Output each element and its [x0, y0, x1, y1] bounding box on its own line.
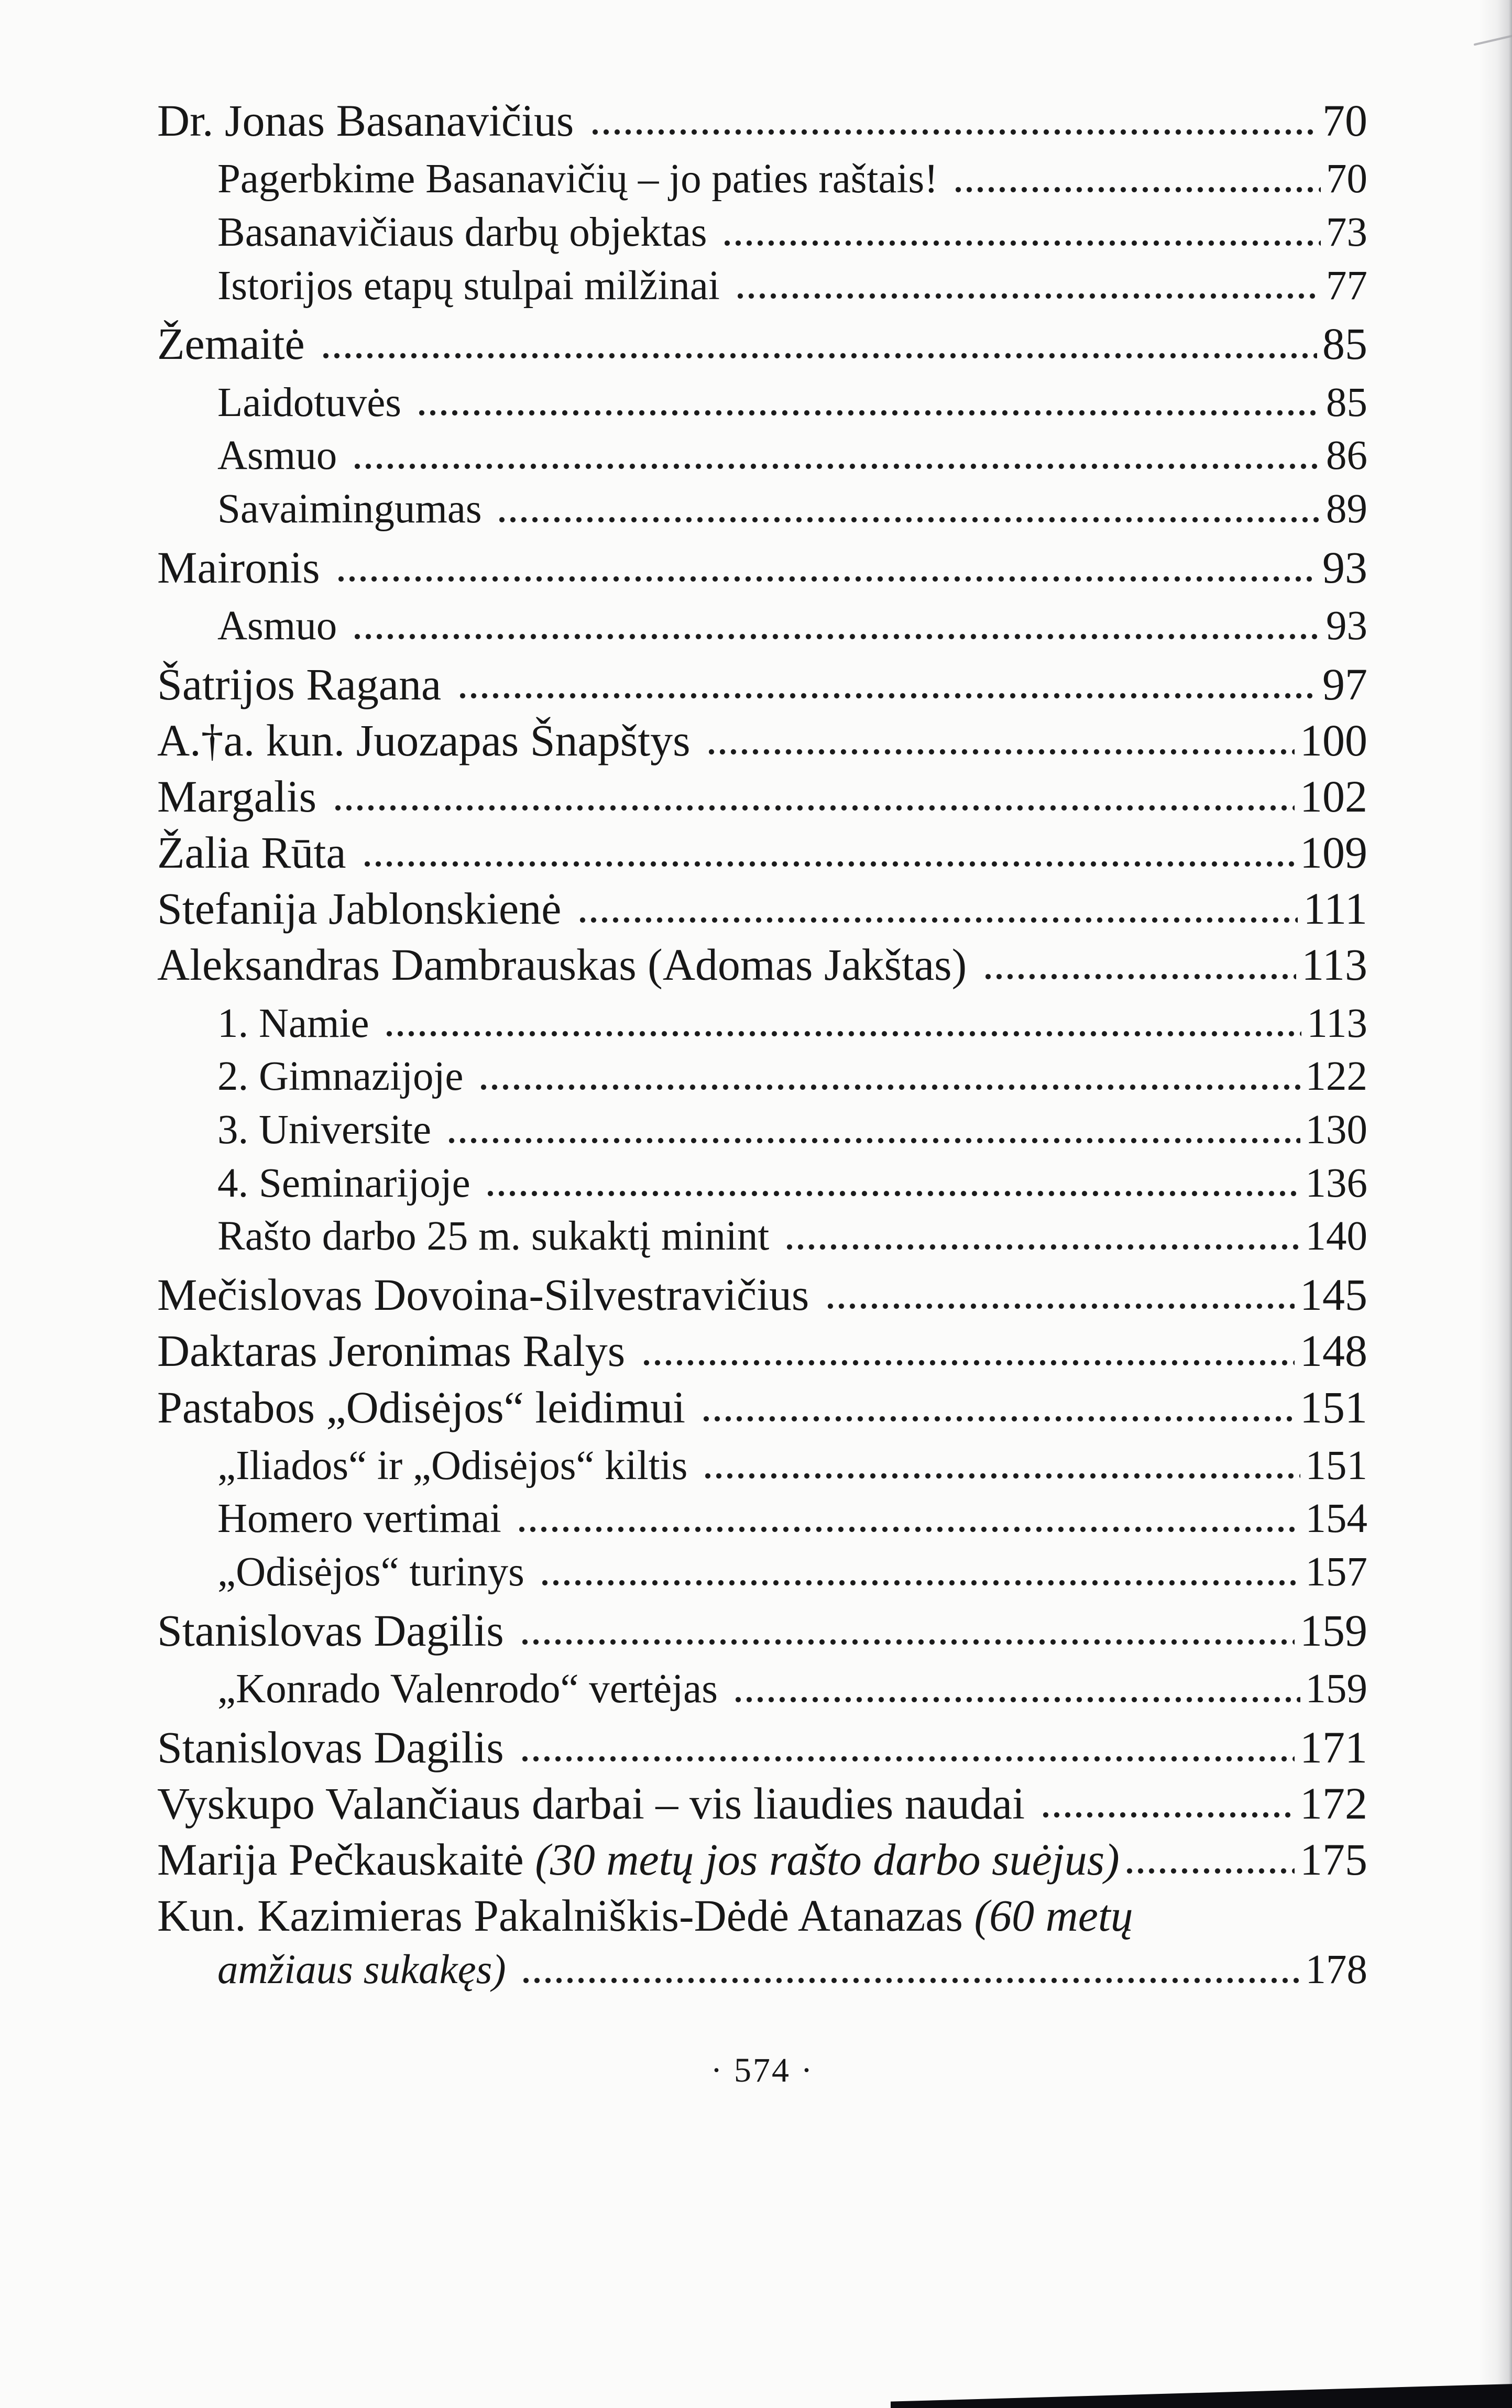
- toc-list: [157, 97, 1367, 1992]
- toc-entry-title: Pagerbkime Basanavičių – jo paties raštais!: [217, 156, 949, 202]
- toc-entry: [157, 544, 1367, 592]
- toc-entry: [157, 1384, 1367, 1431]
- toc-entry: [217, 1002, 1367, 1046]
- toc-entry-title: Savaimingumas: [217, 486, 492, 532]
- toc-entry-page: 85: [1322, 319, 1367, 369]
- toc-entry: [217, 264, 1367, 308]
- dot-leader: [787, 1244, 1300, 1250]
- dot-leader: [335, 805, 1295, 811]
- toc-entry-page: 113: [1301, 939, 1367, 990]
- toc-entry-title: Šatrijos Ragana: [157, 659, 453, 709]
- toc-entry: [217, 1550, 1367, 1594]
- toc-entry-title: „Iliados“ ir „Odisėjos“ kiltis: [217, 1442, 698, 1488]
- toc-entry-title: Vyskupo Valančiaus darbai – vis liaudies naudai: [157, 1778, 1036, 1829]
- toc-entry-title: „Odisėjos“ turinys: [217, 1549, 535, 1595]
- toc-entry-page: 111: [1303, 883, 1367, 934]
- toc-entry: [157, 661, 1367, 708]
- toc-entry-title: amžiaus sukakęs): [217, 1947, 517, 1993]
- toc-entry-page: 130: [1305, 1107, 1367, 1153]
- dot-leader: [709, 749, 1295, 755]
- dot-leader: [523, 1977, 1300, 1984]
- toc-entry-title: Stefanija Jablonskienė: [157, 883, 573, 934]
- dot-leader: [488, 1190, 1300, 1197]
- dot-leader: [985, 973, 1296, 980]
- dot-leader: [365, 861, 1295, 867]
- toc-entry-page: 109: [1300, 827, 1367, 878]
- dot-leader: [519, 1526, 1300, 1533]
- toc-entry-page: 97: [1322, 659, 1367, 709]
- page-number-footer: · 574 ·: [710, 2051, 814, 2090]
- toc-entry: [217, 487, 1367, 531]
- dot-leader: [580, 917, 1298, 923]
- toc-entry-page: 102: [1300, 771, 1367, 822]
- toc-entry-page: 77: [1326, 262, 1367, 309]
- toc-entry: [157, 717, 1367, 764]
- toc-entry-title: Asmuo: [217, 433, 347, 479]
- toc-entry: [217, 211, 1367, 255]
- toc-entry-page: 159: [1305, 1666, 1367, 1712]
- dot-leader: [522, 1756, 1295, 1762]
- toc-entry-title: 4. Seminarijoje: [217, 1160, 481, 1206]
- toc-entry: [217, 1214, 1367, 1258]
- toc-entry-title: Žalia Rūta: [157, 827, 358, 878]
- toc-entry-title: Basanavičiaus darbų objektas: [217, 209, 718, 255]
- toc-entry: [157, 1780, 1367, 1827]
- toc-entry: [157, 320, 1367, 368]
- dot-leader: [644, 1360, 1295, 1366]
- toc-entry: [217, 1444, 1367, 1488]
- toc-entry-title: A.†a. kun. Juozapas Šnapštys: [157, 715, 702, 765]
- dot-leader: [542, 1580, 1300, 1586]
- toc-entry-page: 140: [1305, 1213, 1367, 1260]
- toc-entry: [217, 1948, 1367, 1992]
- dot-leader: [705, 1473, 1300, 1479]
- toc-entry-title: Aleksandras Dambrauskas (Adomas Jakštas): [157, 939, 978, 990]
- dot-leader: [593, 129, 1317, 135]
- toc-entry-page: 171: [1300, 1722, 1367, 1772]
- toc-entry-page: 154: [1305, 1496, 1367, 1542]
- dot-leader: [338, 576, 1317, 582]
- dot-leader: [1043, 1812, 1295, 1818]
- toc-entry: [157, 829, 1367, 877]
- toc-entry-title: Mečislovas Dovoina-Silvestravičius: [157, 1269, 820, 1320]
- toc-entry-title: 2. Gimnazijoje: [217, 1054, 474, 1100]
- toc-entry-page: 145: [1300, 1269, 1367, 1320]
- toc-entry: [217, 1497, 1367, 1541]
- toc-entry-page: 100: [1300, 715, 1367, 765]
- dot-leader: [355, 463, 1321, 469]
- toc-entry-page: 86: [1326, 433, 1367, 479]
- toc-entry-page: 148: [1300, 1326, 1367, 1376]
- toc-entry: [217, 1162, 1367, 1206]
- toc-entry: [217, 604, 1367, 648]
- dot-leader: [736, 1696, 1300, 1703]
- toc-entry-page: 73: [1326, 209, 1367, 255]
- toc-entry: [217, 1055, 1367, 1099]
- toc-entry-title: Stanislovas Dagilis: [157, 1605, 516, 1656]
- dot-leader: [499, 517, 1321, 523]
- toc-entry: [157, 1607, 1367, 1655]
- toc-entry-title: 1. Namie: [217, 1000, 380, 1046]
- toc-entry-title: 3. Universite: [217, 1107, 442, 1153]
- dot-leader: [1127, 1868, 1295, 1874]
- toc-entry: [217, 381, 1367, 425]
- toc-entry: [217, 1108, 1367, 1152]
- dot-leader: [481, 1084, 1300, 1090]
- toc-entry-title: Rašto darbo 25 m. sukaktį minint: [217, 1213, 780, 1260]
- toc-entry: [157, 97, 1367, 145]
- dot-leader: [419, 410, 1321, 416]
- toc-entry-page: 151: [1300, 1382, 1367, 1432]
- toc-entry-page: 70: [1326, 156, 1367, 202]
- toc-entry-title: Istorijos etapų stulpai milžinai: [217, 262, 730, 309]
- dot-leader: [449, 1137, 1300, 1144]
- dot-leader: [522, 1639, 1295, 1645]
- toc-entry-page: 172: [1300, 1778, 1367, 1829]
- toc-entry-page: 151: [1305, 1442, 1367, 1488]
- toc-entry-title: Marija Pečkauskaitė (30 metų jos rašto darbo suėjus): [157, 1834, 1120, 1885]
- toc-entry: [217, 1667, 1367, 1711]
- dot-leader: [828, 1303, 1295, 1309]
- toc-entry: [157, 1327, 1367, 1375]
- toc-entry-page: 93: [1326, 603, 1367, 649]
- dot-leader: [725, 240, 1321, 246]
- toc-entry-title: Homero vertimai: [217, 1496, 512, 1542]
- toc-entry: [157, 1271, 1367, 1319]
- toc-entry-title: Žemaitė: [157, 319, 316, 369]
- toc-entry-title: Dr. Jonas Basanavičius: [157, 95, 585, 146]
- toc-entry-title: Maironis: [157, 542, 332, 593]
- dot-leader: [460, 693, 1317, 699]
- toc-entry-page: 122: [1305, 1054, 1367, 1100]
- toc-entry-title: Stanislovas Dagilis: [157, 1722, 516, 1772]
- toc-entry-page: 113: [1307, 1000, 1367, 1046]
- toc-entry-page: 136: [1305, 1160, 1367, 1206]
- toc-entry-title: Daktaras Jeronimas Ralys: [157, 1326, 637, 1376]
- dot-leader: [956, 187, 1321, 193]
- toc-entry-title: Pastabos „Odisėjos“ leidimui: [157, 1382, 697, 1432]
- toc-entry: [157, 885, 1367, 933]
- dot-leader: [323, 353, 1317, 359]
- toc-entry-page: 175: [1300, 1834, 1367, 1885]
- dot-leader: [704, 1416, 1295, 1422]
- toc-entry-page: 159: [1300, 1605, 1367, 1656]
- toc-entry-page: 85: [1326, 379, 1367, 425]
- toc-entry-title: Laidotuvės: [217, 379, 412, 425]
- toc-entry-page: 157: [1305, 1549, 1367, 1595]
- dot-leader: [387, 1031, 1301, 1037]
- toc-entry-title: Kun. Kazimieras Pakalniškis-Dėdė Atanazas (60 metų: [157, 1890, 1133, 1941]
- dot-leader: [738, 293, 1321, 299]
- toc-entry-page: 93: [1322, 542, 1367, 593]
- toc-entry: [217, 157, 1367, 201]
- toc-entry-title: Margalis: [157, 771, 328, 822]
- toc-entry: [157, 941, 1367, 989]
- toc-entry: [157, 1724, 1367, 1771]
- toc-entry-title: Asmuo: [217, 603, 347, 649]
- toc-entry-title: „Konrado Valenrodo“ vertėjas: [217, 1666, 728, 1712]
- toc-entry: [217, 434, 1367, 478]
- toc-entry: [157, 1836, 1367, 1884]
- toc-entry-page: 70: [1322, 95, 1367, 146]
- dot-leader: [355, 633, 1321, 640]
- toc-entry-page: 89: [1326, 486, 1367, 532]
- toc-entry: [157, 1892, 1367, 1940]
- toc-entry-page: 178: [1305, 1947, 1367, 1993]
- toc-entry: [157, 773, 1367, 820]
